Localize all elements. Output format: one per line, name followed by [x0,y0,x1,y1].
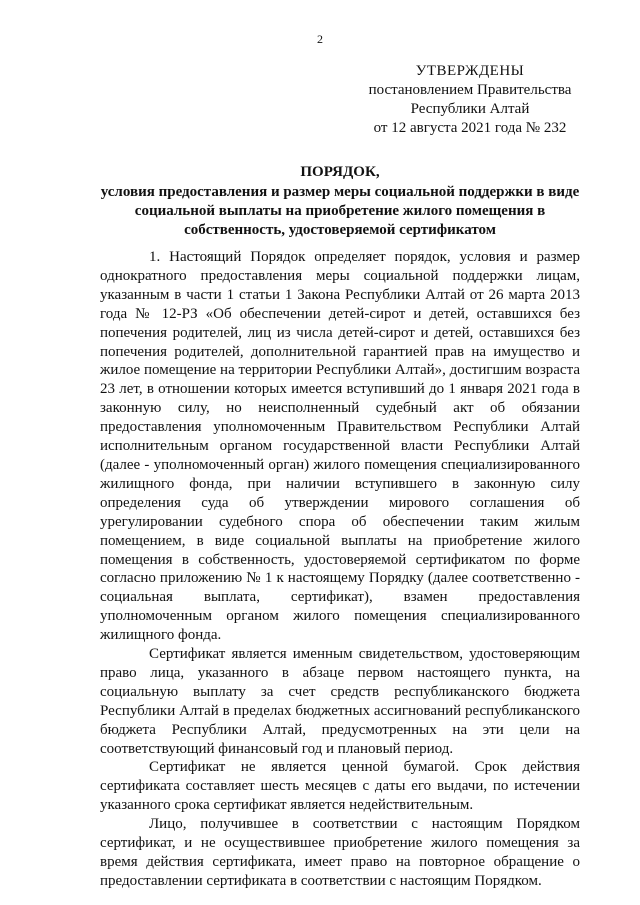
document-body [100,248,580,891]
title-main: ПОРЯДОК, [300,164,380,180]
paragraph-4: Лицо, получившее в соответствии с настоящим Порядком сертификат, и не осуществившее приобретение жилого помещения за время действия сертификата, имеет право на повторное обращение о предоставлении сертификата в соответствии с настоящим Порядком. [100,816,580,889]
paragraph-2: Сертификат является именным свидетельством, удостоверяющим право лица, указанного в абзаце первом настоящего пункта, на социальную выплату за счет средств республиканского бюджета Республики Алтай в пределах бюджетных ассигнований республиканского бюджета Республики Алтай, предусмотренных на эти цели на соответствующий финансовый год и плановый период. [100,646,580,757]
approval-line-1: постановлением Правительства [368,82,572,98]
page-number: 2 [317,32,323,46]
approval-stamp [360,62,580,138]
approval-heading: УТВЕРЖДЕНЫ [415,63,525,79]
paragraph-3: Сертификат не является ценной бумагой. Срок действия сертификата составляет шесть месяцев с даты его выдачи, по истечении указанного срока сертификат является недействительным. [100,759,580,814]
paragraph-1: 1. Настоящий Порядок определяет порядок, условия и размер однократного предоставления меры социальной поддержки лицам, указанным в части 1 статьи 1 Закона Республики Алтай от 26 марта 2013 года № 12-РЗ «Об обеспечении детей-сирот и детей, оставшихся без попечения родителей, лиц из числа детей-сирот и детей, оставшихся без попечения родителей, дополнительной гарантией прав на имущество и жилое помещение на территории Республики Алтай», достигшим возраста 23 лет, в отношении которых имеется вступивший до 1 января 2021 года в законную силу, но неисполненный судебный акт об обязании предоставления уполномоченным Правительством Республики Алтай исполнительным органом государственной власти Республики Алтай (далее - уполномоченный орган) жилого помещения специализированного жилищного фонда, при наличии вступившего в законную силу определения суда об утверждении мирового соглашения об урегулировании судебного спора об обеспечении таким жилым помещением, в виде социальной выплаты на приобретение жилого помещения в собственность, удостоверяемой сертификатом по форме согласно приложению № 1 к настоящему Порядку (далее соответственно - социальная выплата, сертификат), взамен предоставления уполномоченным органом жилого помещения специализированного жилищного фонда. [100,249,580,644]
approval-line-2: Республики Алтай [410,101,530,117]
title-subtitle: условия предоставления и размер меры социальной поддержки в виде социальной выплаты на приобретение жилого помещения в собственность, удостоверяемой сертификатом [100,184,580,238]
approval-line-3: от 12 августа 2021 года № 232 [373,120,567,136]
document-title [100,163,580,240]
